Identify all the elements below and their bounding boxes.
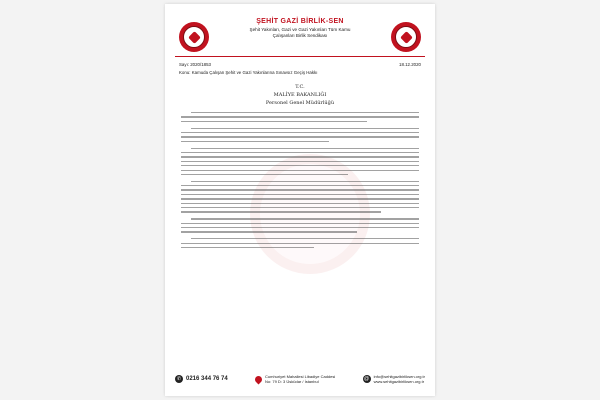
org-subtitle-line1: Şehit Yakınları, Gazi ve Gazi Yakınları Tüm Kamu: [249, 27, 351, 32]
org-subtitle: [215, 27, 385, 39]
addressee-line2: MALİYE BAKANLIĞI: [273, 91, 327, 98]
letterhead-divider: [175, 56, 425, 57]
footer-address-line1: Cumhuriyet Mahallesi Libadiye Caddesi: [265, 374, 336, 379]
body-paragraph: [181, 238, 419, 248]
letter-body: [181, 112, 419, 254]
addressee-block: [165, 84, 435, 107]
document-number: Sayı: 2020/1853: [179, 62, 211, 67]
body-paragraph: [181, 181, 419, 213]
footer-address: [255, 374, 335, 384]
document-date: 18.12.2020: [399, 62, 421, 67]
document-meta: [179, 62, 421, 67]
addressee-line3: Personel Genel Müdürlüğü: [265, 99, 335, 106]
footer-website[interactable]: www.sehitgazibirliksen.org.tr: [373, 379, 425, 385]
phone-icon: ✆: [176, 376, 182, 383]
union-logo-left-icon: [179, 22, 209, 52]
letterhead: [215, 18, 385, 39]
document-sheet: [165, 4, 435, 396]
body-paragraph: [181, 148, 419, 176]
body-paragraph: [181, 128, 419, 142]
org-name: ŞEHİT GAZİ BİRLİK-SEN: [256, 18, 344, 25]
location-pin-icon: [254, 374, 264, 384]
footer-address-line2: No: 79 D: 3 Üsküdar / İstanbul: [265, 379, 319, 385]
footer-email[interactable]: info@sehitgazibirliksen.org.tr: [373, 374, 425, 379]
letter-footer: [175, 374, 425, 384]
footer-contact: [363, 374, 425, 384]
footer-phone-number: 0216 344 76 74: [186, 376, 228, 383]
body-paragraph: [181, 112, 419, 122]
document-subject: Konu: Kamuda Çalışan Şehit ve Gazi Yakınlarına Sınavsız Geçiş Hakkı: [179, 70, 318, 75]
body-paragraph: [181, 218, 419, 232]
addressee-line1: T.C.: [295, 84, 305, 90]
footer-phone: [175, 375, 228, 383]
email-icon: @: [364, 376, 370, 383]
org-subtitle-line2: Çalışanları Birlik Sendikası: [272, 33, 328, 39]
union-logo-right-icon: [391, 22, 421, 52]
